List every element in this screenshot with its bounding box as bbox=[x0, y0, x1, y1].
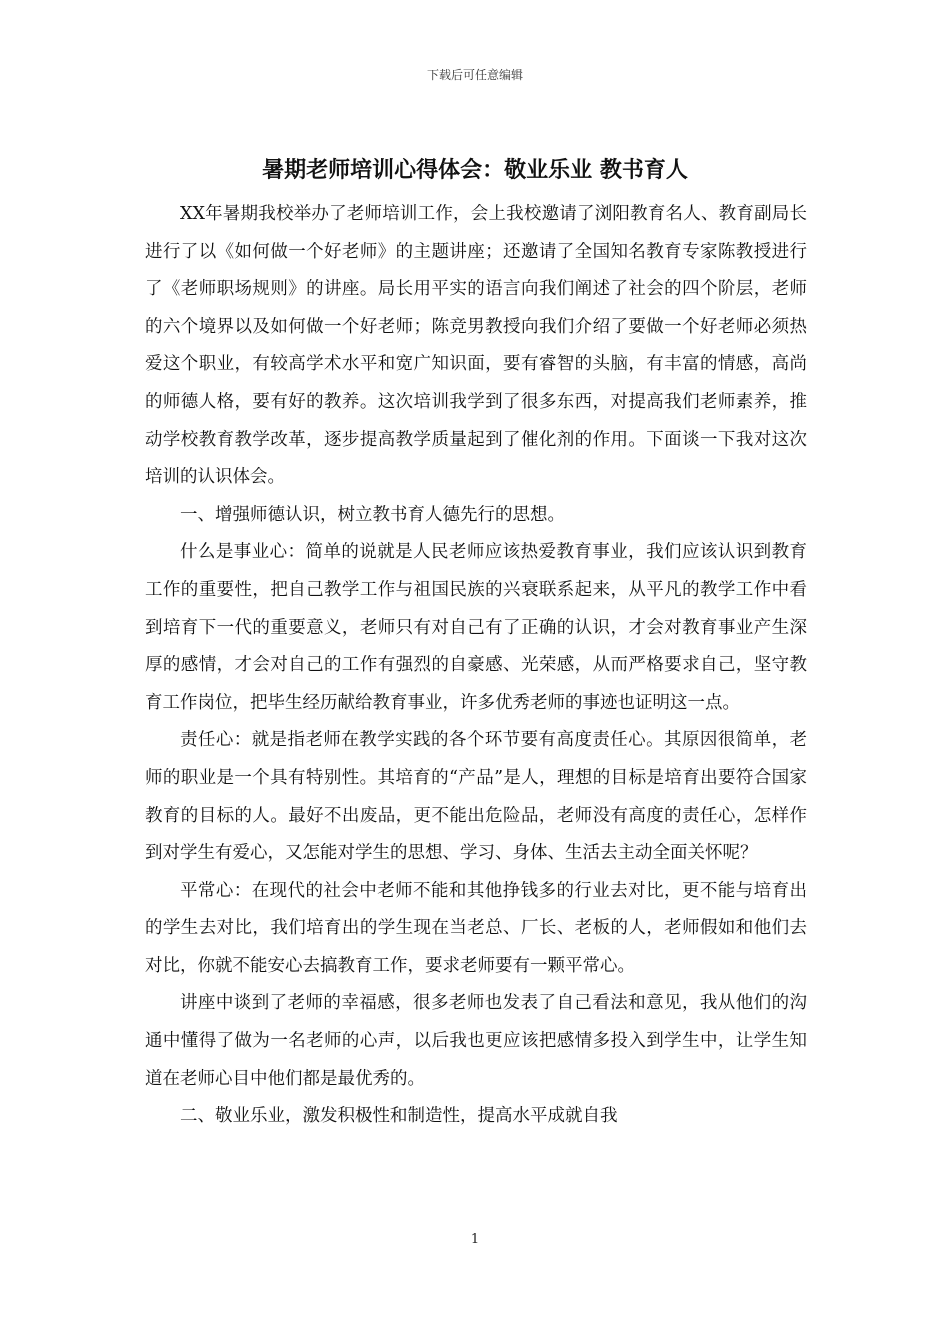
header-note: 下载后可任意编辑 bbox=[426, 68, 523, 82]
paragraph-responsibility: 责任心：就是指老师在教学实践的各个环节要有高度责任心。其原因很简单，老师的职业是一个具有特别性。其培育的“产品”是人，理想的目标是培育出要符合国家教育的目标的人。最好不出废品，更不能出危险品，老师没有高度的责任心，怎样作到对学生有爱心，又怎能对学生的思想、学习、身体、生活去主动全面关怀呢？ bbox=[145, 730, 807, 864]
document-title: 暑期老师培训心得体会：敬业乐业 教书育人 bbox=[262, 157, 688, 183]
paragraph-equanimity: 平常心：在现代的社会中老师不能和其他挣钱多的行业去对比，更不能与培育出的学生去对比，我们培育出的学生现在当老总、厂长、老板的人，老师假如和他们去对比，你就不能安心去搞教育工作，要求老师要有一颗平常心。 bbox=[145, 880, 807, 976]
section-heading-1: 一、增强师德认识，树立教书育人德先行的思想。 bbox=[180, 504, 565, 525]
page-number: 1 bbox=[470, 1232, 480, 1247]
document-body bbox=[145, 196, 807, 1136]
paragraph-intro: XX年暑期我校举办了老师培训工作，会上我校邀请了浏阳教育名人、教育副局长进行了以《如何做一个好老师》的主题讲座；还邀请了全国知名教育专家陈教授进行了《老师职场规则》的讲座。局长用平实的语言向我们阐述了社会的四个阶层，老师的六个境界以及如何做一个好老师；陈竞男教授向我们介绍了要做一个好老师必须热爱这个职业，有较高学术水平和宽广知识面，要有睿智的头脑，有丰富的情感，高尚的师德人格，要有好的教养。这次培训我学到了很多东西，对提高我们老师素养，推动学校教育教学改革，逐步提高教学质量起到了催化剂的作用。下面谈一下我对这次培训的认识体会。 bbox=[145, 204, 807, 488]
paragraph-dedication: 什么是事业心：简单的说就是人民老师应该热爱教育事业，我们应该认识到教育工作的重要性，把自己教学工作与祖国民族的兴衰联系起来，从平凡的教学工作中看到培育下一代的重要意义，老师只有对自己有了正确的认识，才会对教育事业产生深厚的感情，才会对自己的工作有强烈的自豪感、光荣感，从而严格要求自己，坚守教育工作岗位，把毕生经历献给教育事业，许多优秀老师的事迹也证明这一点。 bbox=[145, 542, 807, 713]
paragraph-happiness: 讲座中谈到了老师的幸福感，很多老师也发表了自己看法和意见，我从他们的沟通中懂得了做为一名老师的心声，以后我也更应该把感情多投入到学生中，让学生知道在老师心目中他们都是最优秀的。 bbox=[145, 993, 807, 1089]
section-heading-2: 二、敬业乐业，激发积极性和制造性，提高水平成就自我 bbox=[180, 1106, 618, 1127]
